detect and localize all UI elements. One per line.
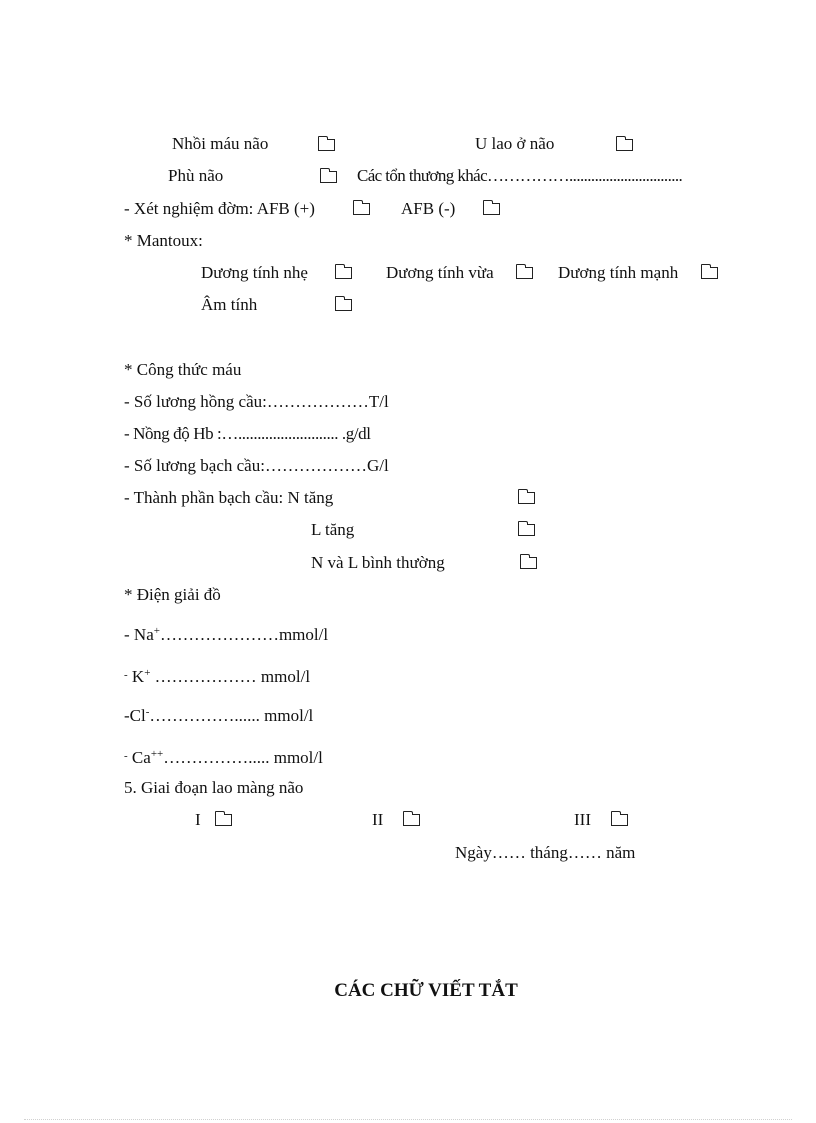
chloride-unit: ……………...... mmol/l — [149, 706, 314, 725]
mantoux-negative-checkbox[interactable] — [335, 299, 352, 311]
stage-1-label: I — [195, 810, 201, 829]
l-increase-checkbox[interactable] — [518, 524, 535, 536]
mantoux-mild-checkbox[interactable] — [335, 267, 352, 279]
stage-3-checkbox[interactable] — [611, 814, 628, 826]
potassium-charge: + — [144, 667, 151, 679]
stage-2-checkbox[interactable] — [403, 814, 420, 826]
edema-label: Phù não — [168, 166, 224, 185]
calcium-dash: - — [124, 750, 128, 762]
page-bottom-divider — [24, 1119, 792, 1120]
edema-checkbox[interactable] — [320, 171, 337, 183]
tuberculoma-checkbox[interactable] — [616, 139, 633, 151]
stage-2-label: II — [372, 810, 384, 829]
mantoux-title: * Mantoux: — [124, 231, 203, 250]
wbc-diff-n-label: - Thành phần bạch cầu: N tăng — [124, 488, 334, 507]
other-lesions-field[interactable]: Các tổn thương khác……………............................... — [357, 166, 683, 185]
n-l-normal-label: N và L bình thường — [311, 553, 445, 572]
abbreviations-heading: CÁC CHỮ VIẾT TẮT — [334, 980, 518, 1001]
stage-3-label: III — [574, 810, 591, 829]
chloride-charge: - — [145, 706, 150, 718]
chloride-label: -Cl — [124, 706, 146, 725]
calcium-label: Ca — [131, 748, 151, 767]
mantoux-moderate-checkbox[interactable] — [516, 267, 533, 279]
sodium-field[interactable] — [124, 625, 328, 645]
infarct-label: Nhồi máu não — [172, 134, 269, 153]
n-l-normal-checkbox[interactable] — [520, 557, 537, 569]
stage-title: 5. Giai đoạn lao màng não — [124, 778, 304, 797]
sputum-afb-positive-label: - Xét nghiệm đờm: AFB (+) — [124, 199, 315, 218]
chloride-field[interactable] — [124, 706, 313, 726]
mantoux-moderate-label: Dương tính vừa — [386, 263, 494, 282]
potassium-field[interactable] — [124, 665, 310, 687]
afb-negative-label: AFB (-) — [401, 199, 456, 218]
l-increase-label: L tăng — [311, 520, 355, 539]
sodium-charge: + — [153, 625, 160, 637]
calcium-unit: ……………..... mmol/l — [163, 748, 323, 767]
afb-negative-checkbox[interactable] — [483, 203, 500, 215]
sodium-label: - Na — [124, 625, 154, 644]
potassium-dash: - — [124, 669, 128, 681]
date-field[interactable]: Ngày…… tháng…… năm — [455, 843, 636, 862]
mantoux-strong-checkbox[interactable] — [701, 267, 718, 279]
rbc-field[interactable]: - Số lương hồng cầu:………………T/l — [124, 392, 389, 411]
electrolytes-title: * Điện giải đồ — [124, 585, 221, 604]
potassium-label: K — [131, 667, 145, 686]
wbc-field[interactable]: - Số lương bạch cầu:………………G/l — [124, 456, 389, 475]
infarct-checkbox[interactable] — [318, 139, 335, 151]
mantoux-strong-label: Dương tính mạnh — [558, 263, 679, 282]
potassium-unit: ……………… mmol/l — [150, 667, 311, 686]
mantoux-negative-label: Âm tính — [201, 295, 258, 314]
mantoux-mild-label: Dương tính nhẹ — [201, 263, 308, 282]
calcium-field[interactable] — [124, 746, 323, 768]
stage-1-checkbox[interactable] — [215, 814, 232, 826]
tuberculoma-label: U lao ở não — [475, 134, 555, 153]
blood-count-title: * Công thức máu — [124, 360, 242, 379]
hb-field[interactable]: - Nồng độ Hb :….......................... .g/dl — [124, 424, 371, 443]
sodium-unit: …………………mmol/l — [159, 625, 329, 644]
n-increase-checkbox[interactable] — [518, 492, 535, 504]
afb-positive-checkbox[interactable] — [353, 203, 370, 215]
calcium-charge: ++ — [150, 748, 164, 760]
